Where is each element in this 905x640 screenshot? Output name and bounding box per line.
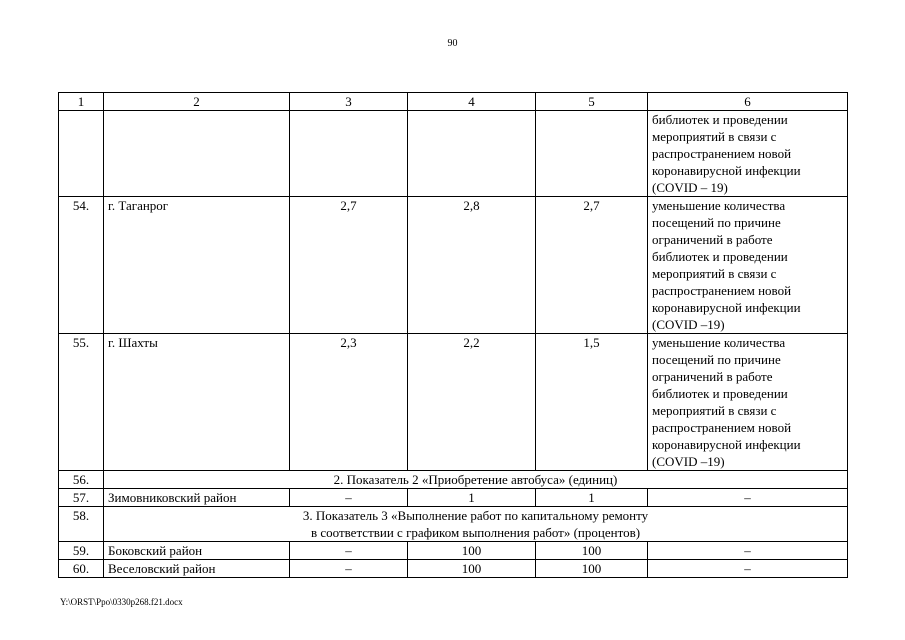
value-cell: – bbox=[648, 542, 848, 560]
value-cell: – bbox=[290, 560, 408, 578]
value-cell: 2,8 bbox=[408, 197, 536, 334]
header-cell: 4 bbox=[408, 93, 536, 111]
row-number: 57. bbox=[59, 489, 104, 507]
value-cell: 100 bbox=[536, 560, 648, 578]
value-cell: 1 bbox=[536, 489, 648, 507]
value-cell: 1 bbox=[408, 489, 536, 507]
value-cell: 2,7 bbox=[290, 197, 408, 334]
data-table bbox=[58, 92, 848, 578]
value-cell: 100 bbox=[536, 542, 648, 560]
value-cell: 100 bbox=[408, 542, 536, 560]
note-cell: уменьшение количества посещений по причине ограничений в работе библиотек и проведении мероприятий в связи с распространением новой коронавирусной инфекции (COVID –19) bbox=[648, 334, 848, 471]
row-number: 58. bbox=[59, 507, 104, 542]
section-title: 3. Показатель 3 «Выполнение работ по капитальному ремонту в соответствии с графиком выполнения работ» (процентов) bbox=[104, 507, 848, 542]
value-cell: – bbox=[290, 542, 408, 560]
row-number: 59. bbox=[59, 542, 104, 560]
table-row bbox=[59, 334, 848, 471]
table-row bbox=[59, 197, 848, 334]
note-cell: уменьшение количества посещений по причине ограничений в работе библиотек и проведении мероприятий в связи с распространением новой коронавирусной инфекции (COVID –19) bbox=[648, 197, 848, 334]
district-name: Боковский район bbox=[104, 542, 290, 560]
table-row bbox=[59, 542, 848, 560]
header-cell: 3 bbox=[290, 93, 408, 111]
district-name: Зимовниковский район bbox=[104, 489, 290, 507]
section-row bbox=[59, 507, 848, 542]
note-cell: библиотек и проведении мероприятий в связи с распространением новой коронавирусной инфекции (COVID – 19) bbox=[648, 111, 848, 197]
value-cell: 2,2 bbox=[408, 334, 536, 471]
page-number: 90 bbox=[447, 38, 458, 49]
district-name: Веселовский район bbox=[104, 560, 290, 578]
header-cell: 2 bbox=[104, 93, 290, 111]
value-cell: 2,3 bbox=[290, 334, 408, 471]
section-row bbox=[59, 471, 848, 489]
row-number: 54. bbox=[59, 197, 104, 334]
header-cell: 5 bbox=[536, 93, 648, 111]
table-row-continuation bbox=[59, 111, 848, 197]
header-cell: 6 bbox=[648, 93, 848, 111]
section-title: 2. Показатель 2 «Приобретение автобуса» (единиц) bbox=[104, 471, 848, 489]
value-cell: – bbox=[290, 489, 408, 507]
value-cell: 100 bbox=[408, 560, 536, 578]
table-row bbox=[59, 560, 848, 578]
row-number: 60. bbox=[59, 560, 104, 578]
value-cell: – bbox=[648, 560, 848, 578]
district-name: г. Шахты bbox=[104, 334, 290, 471]
header-cell: 1 bbox=[59, 93, 104, 111]
row-number: 56. bbox=[59, 471, 104, 489]
district-name: г. Таганрог bbox=[104, 197, 290, 334]
row-number: 55. bbox=[59, 334, 104, 471]
value-cell: 1,5 bbox=[536, 334, 648, 471]
value-cell: – bbox=[648, 489, 848, 507]
file-path-footer: Y:\ORST\Ppo\0330p268.f21.docx bbox=[60, 597, 183, 607]
table-header-row bbox=[59, 93, 848, 111]
table-row bbox=[59, 489, 848, 507]
value-cell: 2,7 bbox=[536, 197, 648, 334]
